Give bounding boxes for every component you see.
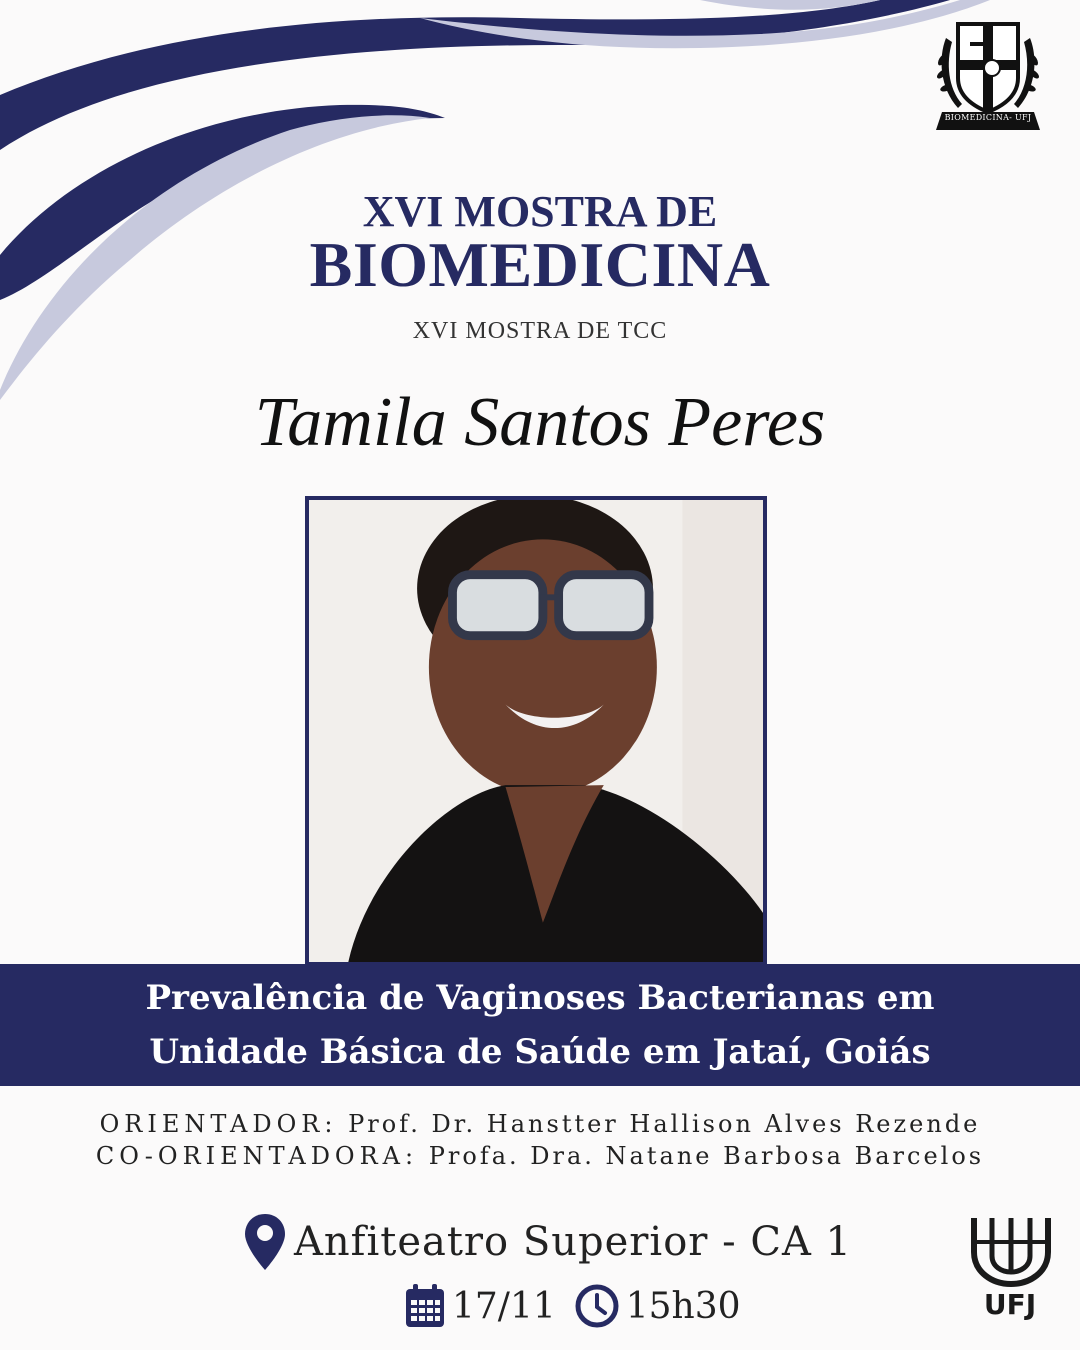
coadvisor-row [0,1140,1080,1172]
talk-title-line-2: Unidade Básica de Saúde em Jataí, Goiás [149,1032,931,1072]
map-pin-icon [242,1212,288,1272]
coadvisor-role: CO-ORIENTADORA: [95,1142,419,1171]
event-date: 17/11 [452,1285,556,1327]
advisor-role: ORIENTADOR: [99,1110,338,1138]
advisors-block [0,1108,1080,1173]
datetime-row [404,1278,741,1334]
event-title-top: XVI MOSTRA DE [362,187,718,236]
crest-label: BIOMEDICINA- UFJ [944,113,1032,122]
presenter-name: Tamila Santos Peres [254,384,826,461]
presenter-photo [305,496,767,966]
venue-row [242,1210,852,1274]
calendar-icon [404,1283,446,1329]
event-title-main: BIOMEDICINA [309,229,771,300]
clock-icon [574,1283,620,1329]
ufj-logo-label: UFJ [983,1288,1037,1321]
event-time: 15h30 [625,1285,741,1327]
advisor-name: Prof. Dr. Hanstter Hallison Alves Rezende [348,1110,981,1138]
coadvisor-name: Profa. Dra. Natane Barbosa Barcelos [428,1142,985,1171]
advisor-row [0,1108,1080,1140]
talk-title-banner [0,964,1080,1086]
venue-location: Anfiteatro Superior - CA 1 [294,1219,852,1265]
talk-title-line-1: Prevalência de Vaginoses Bacterianas em [145,977,935,1018]
event-subtitle: XVI MOSTRA DE TCC [412,318,668,344]
